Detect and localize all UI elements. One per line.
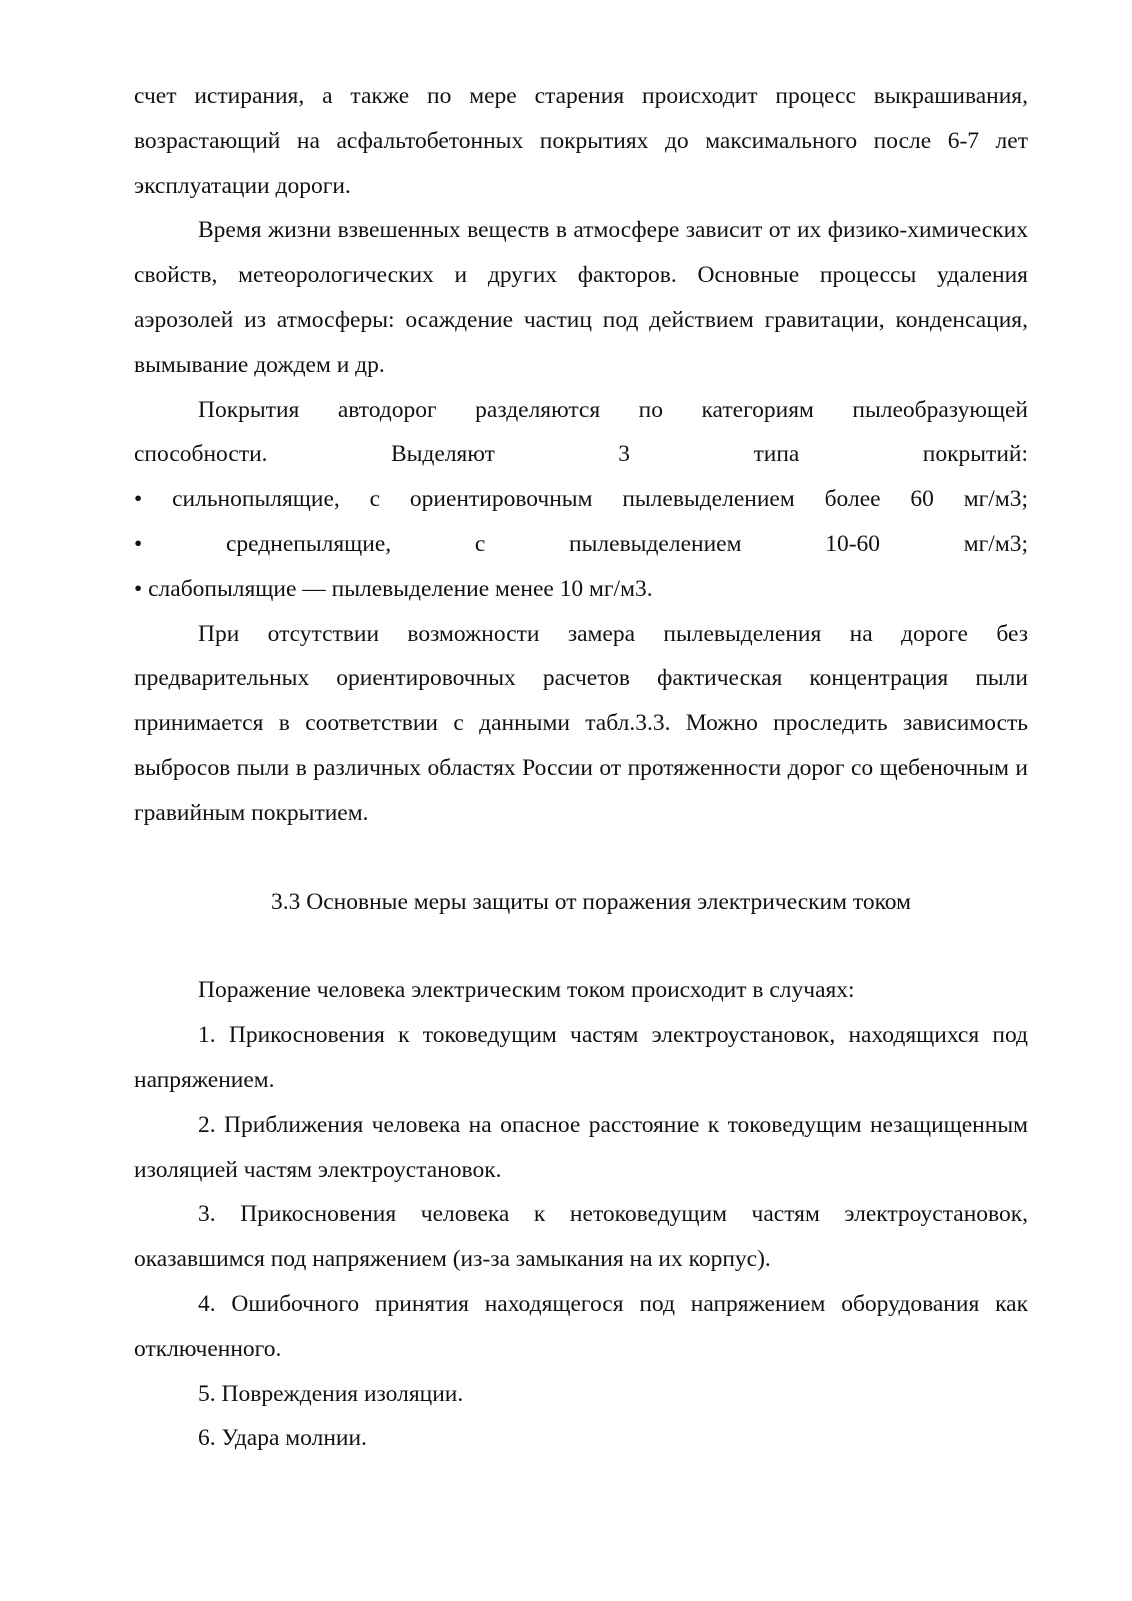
list-item: 6. Удара молнии. [198, 1425, 367, 1452]
list-item: 1. Прикосновения к токоведущим частям электроустановок, находящихся под напряжением. [134, 1022, 1028, 1093]
section-heading: 3.3 Основные меры защиты от поражения электрическим током [271, 888, 911, 915]
list-item: 5. Повреждения изоляции. [198, 1380, 464, 1407]
paragraph-aerosol-lifetime: Время жизни взвешенных веществ в атмосфере зависит от их физико-химических свойств, метеорологических и других факторов. Основные процессы удаления аэрозолей из атмосферы: осаждение частиц под действием гравитации, конденсация, вымывание дождем и др. [134, 217, 1028, 378]
paragraph-road-wear: счет истирания, а также по мере старения происходит процесс выкрашивания, возрастающий на асфальтобетонных покрытиях до максимального после 6-7 лет эксплуатации дороги. [134, 83, 1028, 199]
paragraph-coverage-intro-line1: Покрытия автодорог разделяются по категориям пылеобразующей [198, 396, 1028, 423]
bullet-medium-dust: • среднепылящие, с пылевыделением 10-60 мг/м3; [134, 530, 1028, 557]
paragraph-section-intro: Поражение человека электрическим током происходит в случаях: [198, 977, 855, 1004]
paragraph-dust-measurement: При отсутствии возможности замера пылевыделения на дороге без предварительных ориентировочных расчетов фактическая концентрация пыли принимается в соответствии с данными табл.3.3. Можно проследить зависимость выбросов пыли в различных областях России от протяженности дорог со щебеночным и гравийным покрытием. [134, 620, 1028, 826]
bullet-strong-dust: • сильнопылящие, с ориентировочным пылевыделением более 60 мг/м3; [134, 486, 1028, 513]
list-item: 4. Ошибочного принятия находящегося под напряжением оборудования как отключенного. [134, 1290, 1028, 1362]
document-page [134, 74, 1028, 1461]
bullet-weak-dust: • слабопылящие — пылевыделение менее 10 мг/м3. [134, 575, 653, 602]
list-item: 2. Приближения человека на опасное расстояние к токоведущим незащищенным изоляцией частям электроустановок. [134, 1111, 1028, 1183]
paragraph-coverage-intro-line2: способности. Выделяют 3 типа покрытий: [134, 441, 1028, 468]
list-item: 3. Прикосновения человека к нетоковедущим частям электроустановок, оказавшимся под напряжением (из-за замыкания на их корпус). [134, 1201, 1028, 1273]
